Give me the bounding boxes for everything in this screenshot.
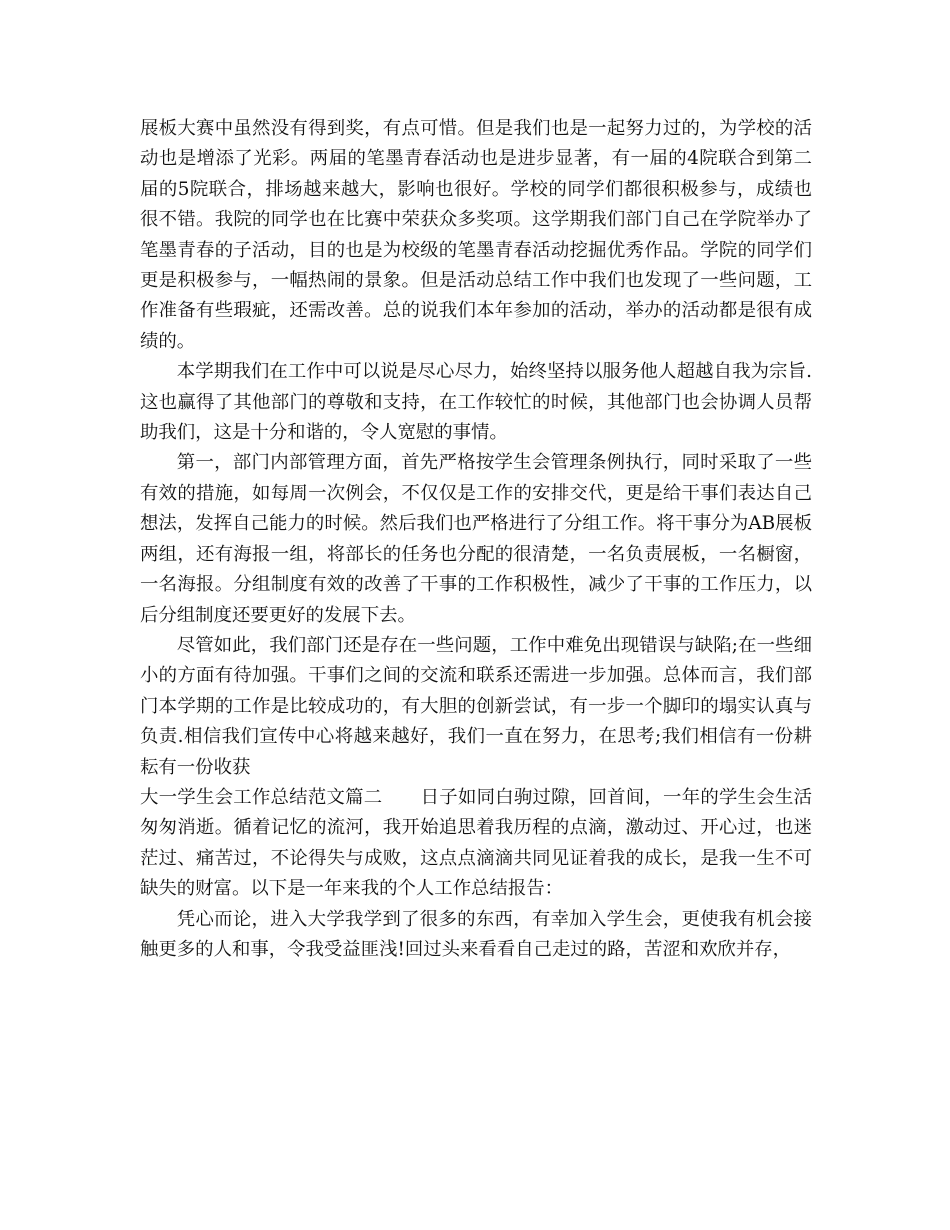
paragraph-1: 展板大赛中虽然没有得到奖，有点可惜。但是我们也是一起努力过的，为学校的活动也是增添了光彩。两届的笔墨青春活动也是进步显著，有一届的4院联合到第二届的5院联合，排场越来越大，影响也很好。学校的同学们都很积极参与，成绩也很不错。我院的同学也在比赛中荣获众多奖项。这学期我们部门自己在学院举办了笔墨青春的子活动，目的也是为校级的笔墨青春活动挖掘优秀作品。学院的同学们更是积极参与，一幅热闹的景象。但是活动总结工作中我们也发现了一些问题，工作准备有些瑕疵，还需改善。总的说我们本年参加的活动，举办的活动都是很有成绩的。	[140, 118, 812, 352]
paragraph-2: 本学期我们在工作中可以说是尽心尽力，始终坚持以服务他人超越自我为宗旨.这也赢得了其他部门的尊敬和支持，在工作较忙的时候，其他部门也会协调人员帮助我们，这是十分和谐的，令人宽慰的事情。	[140, 361, 812, 444]
closing-paragraph: 凭心而论，进入大学我学到了很多的东西，有幸加入学生会，更使我有机会接触更多的人和事，令我受益匪浅!回过头来看看自己走过的路，苦涩和欢欣并存，	[140, 908, 812, 960]
paragraph-4: 尽管如此，我们部门还是存在一些问题，工作中难免出现错误与缺陷;在一些细小的方面有待加强。干事们之间的交流和联系还需进一步加强。总体而言，我们部门本学期的工作是比较成功的，有大胆的创新尝试，有一步一个脚印的塌实认真与负责.相信我们宣传中心将越来越好，我们一直在努力，在思考;我们相信有一份耕耘有一份收获	[140, 634, 812, 778]
section-2-block	[140, 783, 812, 905]
paragraph-3: 第一，部门内部管理方面，首先严格按学生会管理条例执行，同时采取了一些有效的措施，如每周一次例会，不仅仅是工作的安排交代，更是给干事们表达自己想法，发挥自己能力的时候。然后我们也严格进行了分组工作。将干事分为AB展板两组，还有海报一组，将部长的任务也分配的很清楚，一名负责展板，一名橱窗，一名海报。分组制度有效的改善了干事的工作积极性，减少了干事的工作压力，以后分组制度还要更好的发展下去。	[140, 452, 812, 626]
section-2-lead: 日子如同白驹过隙，回首间，一年的学生会生活匆匆消逝。循着记忆的流河，我开始追思着我历程的点滴，激动过、开心过，也迷茫过、痛苦过，不论得失与成败，这点点滴滴共同见证着我的成长，是我一生不可缺失的财富。以下是一年来我的个人工作总结报告：	[140, 786, 812, 900]
document-page	[140, 114, 812, 965]
section-2-title: 大一学生会工作总结范文篇二	[140, 786, 383, 808]
